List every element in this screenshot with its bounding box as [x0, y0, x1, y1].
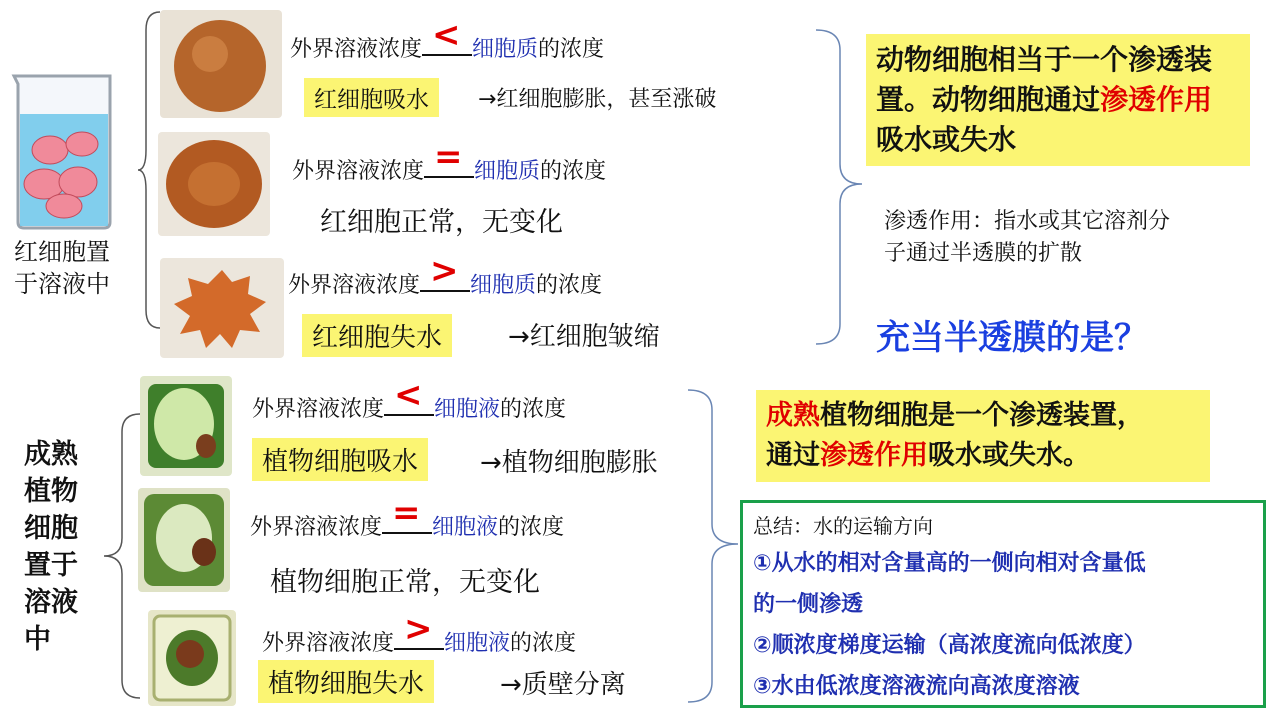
plant-row3-result: →质壁分离	[500, 670, 626, 700]
plant-row3-condition: 外界溶液浓度 > 细胞液的浓度	[262, 609, 577, 656]
plant-cell-turgid-image	[140, 376, 232, 476]
left-brace-plant	[102, 412, 142, 700]
plant-cell-normal-image	[138, 488, 230, 592]
less-than-symbol: <	[394, 375, 423, 415]
red-cell-shrunk-image	[160, 258, 284, 358]
osmosis-definition: 渗透作用：指水或其它溶剂分 子通过半透膜的扩散	[884, 209, 1171, 266]
plant-row1-result: →植物细胞膨胀	[480, 448, 658, 478]
equals-symbol: =	[434, 137, 463, 177]
summary-box	[740, 500, 1266, 708]
summary-item-1: ①从水的相对含量高的一侧向相对含量低	[753, 551, 1146, 576]
animal-row2-label: 红细胞正常，无变化	[320, 207, 563, 238]
semi-permeable-question: 充当半透膜的是？	[876, 318, 1148, 358]
plant-row1-condition: 外界溶液浓度 < 细胞液的浓度	[252, 375, 567, 422]
animal-row3-result: →红细胞皱缩	[508, 322, 660, 352]
red-cell-normal-image	[158, 132, 270, 236]
plant-row2-condition: 外界溶液浓度 = 细胞液的浓度	[250, 493, 565, 540]
summary-title: 总结：水的运输方向	[753, 514, 933, 538]
beaker-illustration	[10, 72, 120, 232]
plant-caption: 成熟 植物 细胞 置于 溶液 中	[24, 439, 78, 655]
plant-cell-plasmolysis-image	[148, 610, 236, 706]
right-brace-animal	[816, 28, 864, 346]
animal-caption: 红细胞置 于溶液中	[14, 238, 110, 298]
greater-than-symbol: >	[430, 251, 459, 291]
equals-symbol: =	[392, 493, 421, 533]
summary-item-1-continued: 的一侧渗透	[753, 592, 864, 617]
summary-item-2: ②顺浓度梯度运输（高浓度流向低浓度）	[753, 633, 1146, 658]
plant-row2-label: 植物细胞正常，无变化	[270, 567, 540, 598]
plant-osmosis-box: 成熟植物细胞是一个渗透装置， 通过渗透作用吸水或失水。	[756, 390, 1210, 482]
animal-row1-result: →红细胞膨胀，甚至涨破	[478, 87, 717, 112]
right-brace-plant	[688, 388, 740, 704]
animal-row3-label: 红细胞失水	[302, 314, 452, 357]
greater-than-symbol: >	[404, 609, 433, 649]
animal-row3-condition: 外界溶液浓度 > 细胞质的浓度	[288, 251, 603, 298]
less-than-symbol: <	[432, 15, 461, 55]
summary-item-3: ③水由低浓度溶液流向高浓度溶液	[753, 674, 1080, 699]
plant-row1-label: 植物细胞吸水	[252, 438, 428, 481]
animal-row1-label: 红细胞吸水	[304, 78, 439, 117]
animal-row1-condition: 外界溶液浓度 < 细胞质的浓度	[290, 15, 605, 62]
red-cell-swollen-image	[160, 10, 282, 118]
plant-row3-label: 植物细胞失水	[258, 660, 434, 703]
animal-osmosis-box: 动物细胞相当于一个渗透装置。动物细胞通过渗透作用吸水或失水	[866, 34, 1250, 166]
animal-row2-condition: 外界溶液浓度 = 细胞质的浓度	[292, 137, 607, 184]
